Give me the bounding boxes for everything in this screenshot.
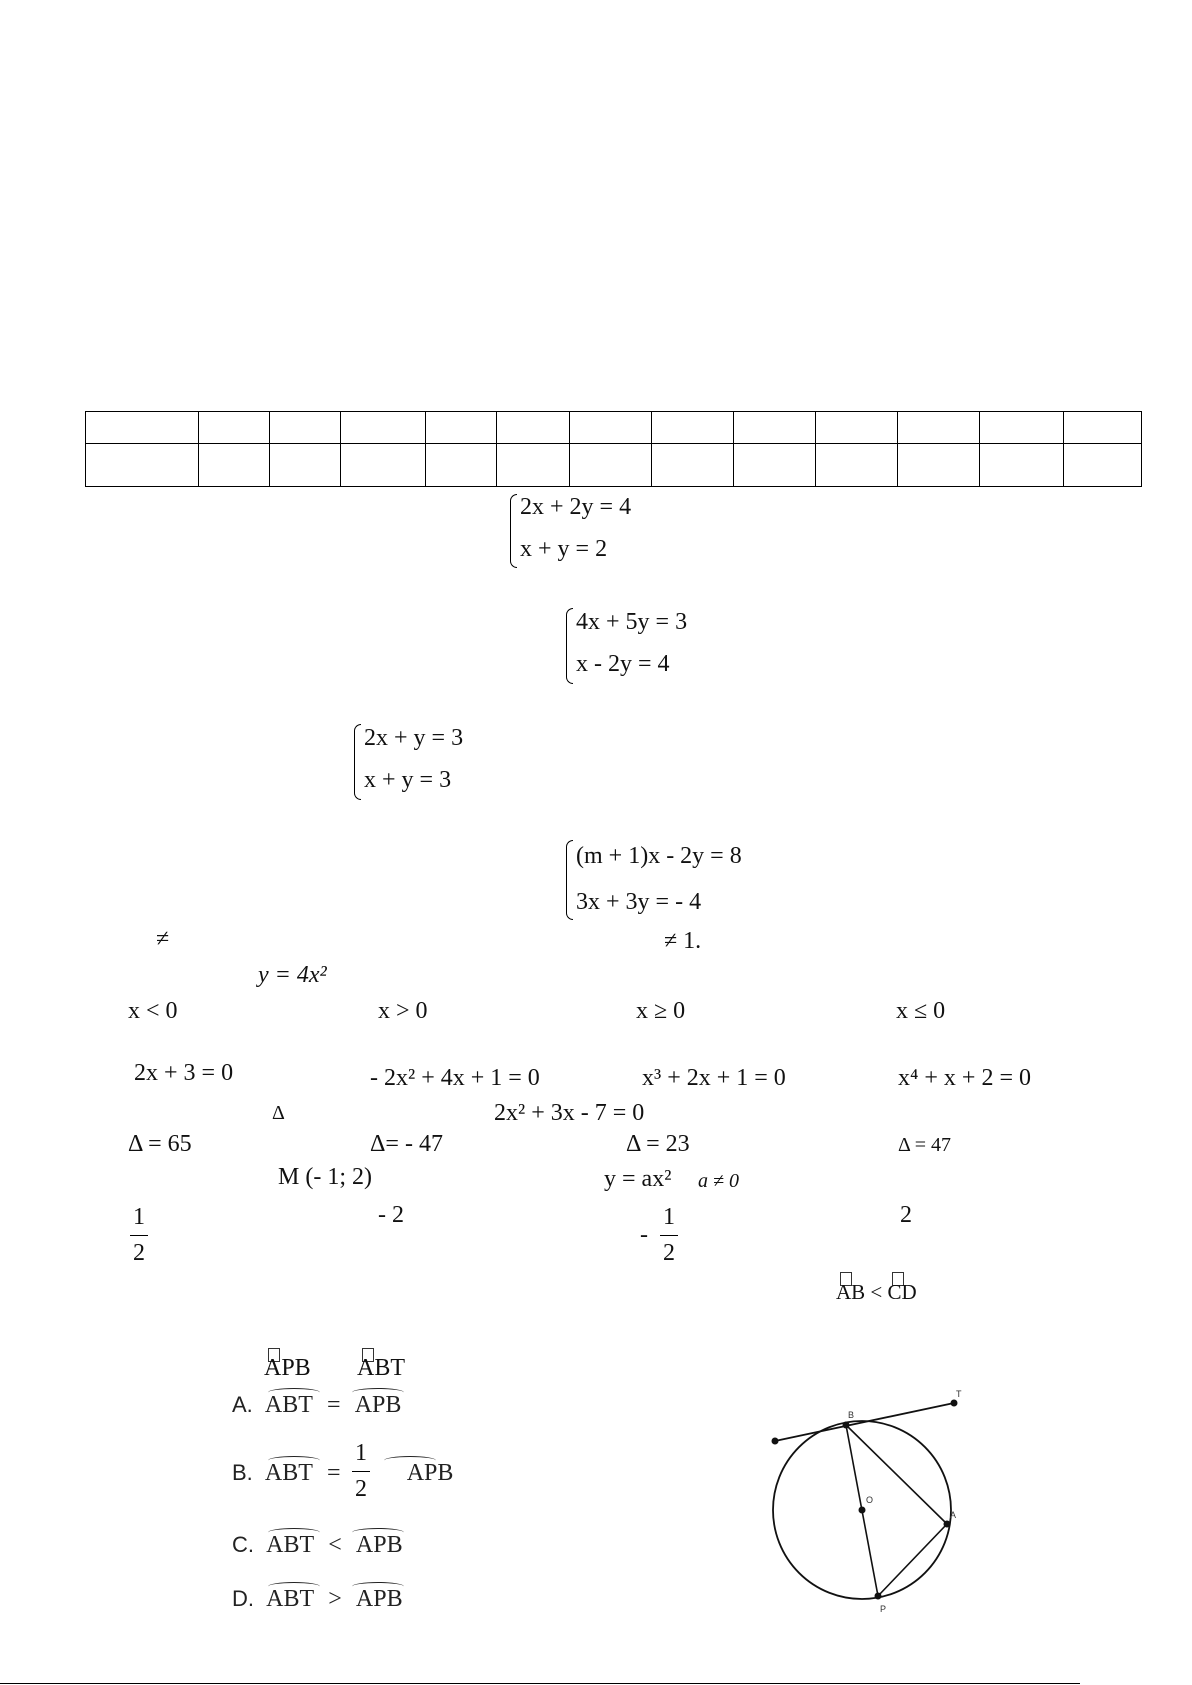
fraction-denominator: 2 [663,1240,675,1267]
arc-overline [268,1456,320,1465]
grid-cell [1064,444,1142,487]
fraction-numerator: 1 [663,1204,675,1230]
option-letter: B. [232,1460,253,1485]
grid-cell [652,412,734,444]
fraction-bar [130,1235,148,1236]
parabola-function: y = 4x² [258,962,327,988]
point-a [944,1521,951,1528]
arc-lhs: ABT [264,1392,313,1418]
grid-cell [426,412,497,444]
grid-cell [86,412,199,444]
fraction-bar [660,1235,678,1236]
system1-eq2: x + y = 2 [520,536,608,562]
arc-overline [268,1528,320,1537]
system-brace [510,494,517,568]
answer-grid [85,411,1142,487]
arc-rhs: APB [355,1532,403,1558]
option-letter: C. [232,1532,254,1557]
grid-cell [816,444,898,487]
arc-overline [352,1528,404,1537]
arc-lhs: ABT [264,1460,313,1486]
arc-abt: ABT [357,1355,405,1381]
label-b: B [848,1410,855,1420]
grid-cell [570,444,652,487]
choice-c: Δ = 23 [626,1131,690,1157]
choice-b: x > 0 [378,998,428,1024]
choice-a: x < 0 [128,998,178,1024]
point-condition: a ≠ 0 [698,1170,739,1192]
arc-overline [384,1456,436,1465]
grid-cell [426,444,497,487]
arc-apb: APB [264,1355,311,1381]
relation: < [328,1532,342,1558]
system3-eq1: 2x + y = 3 [364,725,464,751]
system-brace [566,608,573,684]
grid-cell [199,444,270,487]
grid-cell [1064,412,1142,444]
page-bottom-rule [0,1683,1080,1684]
option-b-fraction [352,1440,370,1503]
choice-c: x³ + 2x + 1 = 0 [642,1065,786,1091]
arc-rhs: APB [355,1586,403,1612]
arc-overline [352,1388,404,1397]
option-letter: D. [232,1586,254,1611]
choice-b: - 2 [378,1202,404,1228]
choice-a: Δ = 65 [128,1131,192,1157]
grid-cell [199,412,270,444]
grid-cell [980,412,1064,444]
grid-cell [898,444,980,487]
choice-b: - 2x² + 4x + 1 = 0 [370,1065,540,1091]
point-p [875,1593,882,1600]
grid-cell [652,444,734,487]
grid-cell [341,444,426,487]
arc-rhs: APB [354,1392,402,1418]
arc-overline [352,1582,404,1591]
system4-eq1: (m + 1)x - 2y = 8 [576,843,742,869]
arc-lhs: ABT [266,1586,315,1612]
relation: > [328,1586,342,1612]
grid-cell [270,444,341,487]
system4-eq2: 3x + 3y = - 4 [576,889,702,915]
fraction-numerator: 1 [355,1440,367,1466]
grid-cell [86,444,199,487]
system-brace [566,840,573,920]
fraction-denominator: 2 [355,1476,367,1503]
grid-cell [270,412,341,444]
choice-c: x ≥ 0 [636,998,686,1024]
option-letter: A. [232,1392,253,1417]
fraction-denominator: 2 [133,1240,145,1267]
system2-eq2: x - 2y = 4 [576,651,670,677]
grid-cell [816,412,898,444]
system-brace [354,724,361,800]
point-t [951,1400,958,1407]
choice-d: Δ = 47 [898,1134,952,1156]
fraction-bar [352,1471,370,1472]
point-o [859,1507,866,1514]
arc-inequality: AB < CD [836,1280,917,1304]
point-m: M (- 1; 2) [278,1164,372,1190]
label-p: P [880,1604,887,1614]
grid-cell [734,444,816,487]
grid-cell [497,444,570,487]
choice-c-fraction [660,1204,678,1267]
neq-symbol: ≠ [156,926,170,952]
label-t: T [956,1389,962,1399]
grid-cell [734,412,816,444]
grid-cell [898,412,980,444]
choice-a-fraction [130,1204,148,1267]
system2-eq1: 4x + 5y = 3 [576,609,688,635]
arc-rhs: APB [406,1460,454,1486]
label-a: A [950,1510,957,1520]
system1-eq1: 2x + 2y = 4 [520,494,632,520]
arc-overline [268,1582,320,1591]
relation: = [327,1392,341,1418]
choice-d: 2 [900,1202,912,1228]
choice-c-sign: - [640,1222,648,1248]
tangent-line [775,1403,954,1441]
label-o: O [866,1495,874,1505]
circle-tangent-figure [760,1380,980,1620]
arc-lhs: ABT [266,1532,315,1558]
delta-symbol: Δ [272,1102,285,1124]
system3-eq2: x + y = 3 [364,767,452,793]
relation: = [327,1460,341,1486]
choice-a: 2x + 3 = 0 [134,1060,234,1086]
point-left [772,1438,779,1445]
point-function: y = ax² [604,1166,672,1192]
choice-b: Δ= - 47 [370,1131,443,1157]
point-b [843,1422,850,1429]
fraction-numerator: 1 [133,1204,145,1230]
grid-cell [341,412,426,444]
grid-cell [497,412,570,444]
grid-cell [570,412,652,444]
choice-d: x⁴ + x + 2 = 0 [898,1065,1031,1091]
choice-d: x ≤ 0 [896,998,946,1024]
delta-equation: 2x² + 3x - 7 = 0 [494,1100,645,1126]
arc-overline [268,1388,320,1397]
grid-cell [980,444,1064,487]
neq-one: ≠ 1. [664,928,702,954]
